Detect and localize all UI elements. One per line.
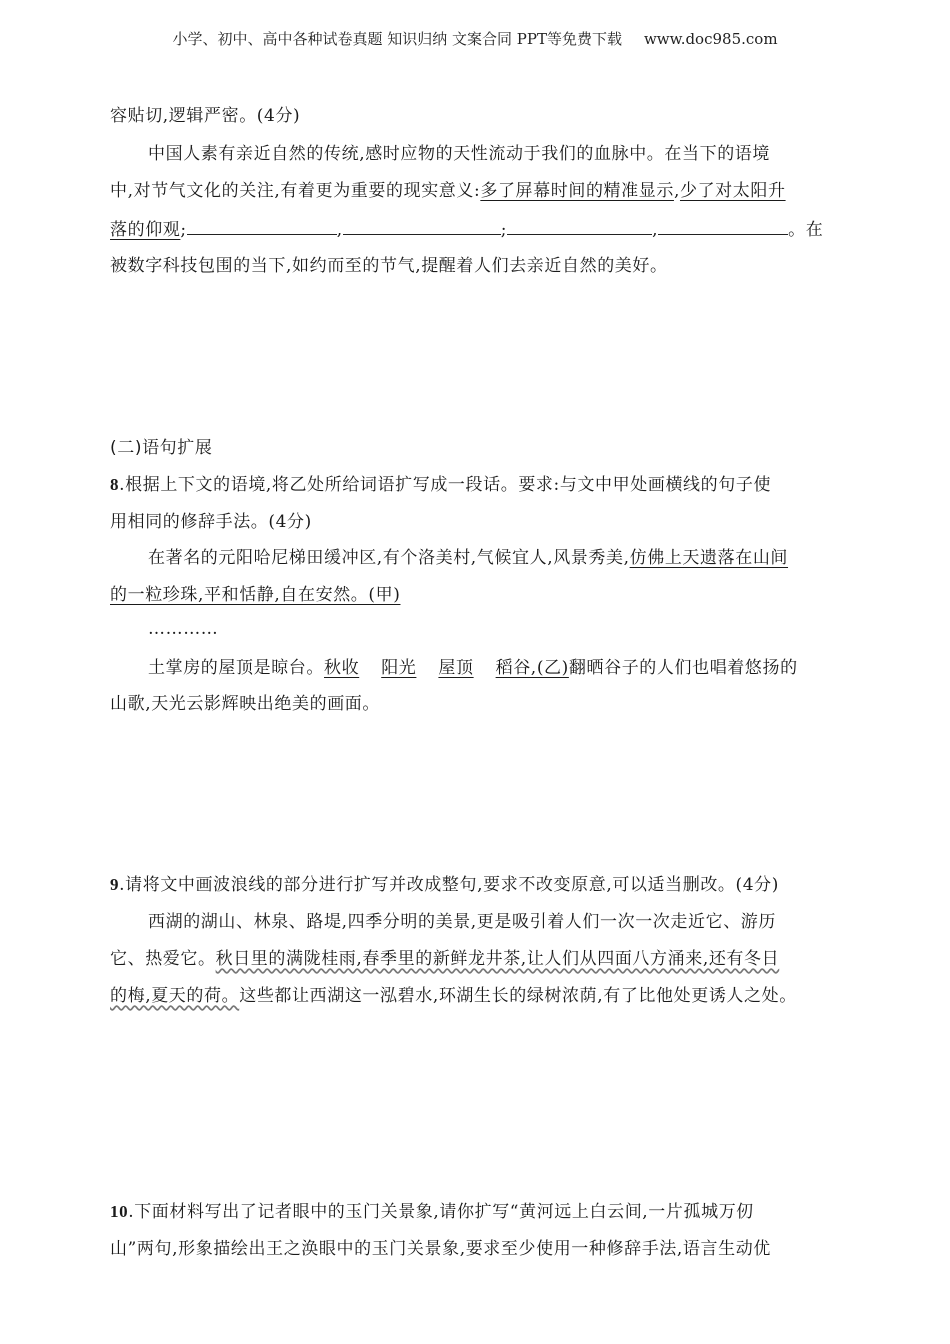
q9-passage-line-2 <box>110 947 845 971</box>
q9-passage-text: 它、热爱它。 <box>110 949 216 969</box>
q7-answer-blank-2[interactable] <box>343 216 501 235</box>
q8-passage-line-3 <box>148 656 845 680</box>
header-banner: 小学、初中、高中各种试卷真题 知识归纳 文案合同 PPT等免费下载 <box>172 30 622 48</box>
q10-instruction-line-1 <box>110 1200 845 1224</box>
q7-underlined-example-2: 少了对太阳升 <box>679 181 786 201</box>
q7-text: 中,对节气文化的关注,有着更为重要的现实意义: <box>110 181 481 201</box>
q8-passage-line-1 <box>148 546 845 570</box>
q7-paragraph-line-1: 中国人素有亲近自然的传统,感时应物的天性流动于我们的血脉中。在当下的语境 <box>148 144 771 164</box>
q7-answer-blank-1[interactable] <box>187 216 337 235</box>
section-title: (二)语句扩展 <box>110 438 213 458</box>
q9-passage-line-3 <box>110 984 845 1008</box>
q8-instruction-line-2: 用相同的修辞手法。(4分) <box>110 512 312 532</box>
q9-instruction-text: .请将文中画波浪线的部分进行扩写并改成整句,要求不改变原意,可以适当删改。(4分) <box>119 875 779 895</box>
q8-keyword-4: 稻谷,(乙) <box>495 658 569 678</box>
q8-passage-text: 在著名的元阳哈尼梯田缓冲区,有个洛美村,气候宜人,风景秀美, <box>148 548 630 568</box>
q7-comma: , <box>673 181 680 201</box>
q10-instruction-text: .下面材料写出了记者眼中的玉门关景象,请你扩写“黄河远上白云间,一片孤城万仞 <box>128 1202 754 1222</box>
q7-line-end: 。在 <box>788 220 824 240</box>
q8-ellipsis: ………… <box>148 619 219 639</box>
q9-instruction-line <box>110 873 845 897</box>
q8-passage-text-2: 土掌房的屋顶是晾台。 <box>148 658 324 678</box>
q9-wavy-underlined-text-cont: 的梅,夏天的荷。 <box>110 986 240 1006</box>
header-url[interactable]: www.doc985.com <box>643 30 778 48</box>
q7-underlined-example-1: 多了屏幕时间的精准显示 <box>480 181 674 201</box>
q7-comma-3: , <box>652 220 659 240</box>
q7-paragraph-line-4: 被数字科技包围的当下,如约而至的节气,提醒着人们去亲近自然的美好。 <box>110 256 668 276</box>
q10-number: 10 <box>110 1202 129 1221</box>
q8-underlined-sentence-cont: 的一粒珍珠,平和恬静,自在安然。(甲) <box>110 585 401 605</box>
q7-answer-blank-3[interactable] <box>507 216 652 235</box>
page-header <box>0 28 950 49</box>
q8-number: 8 <box>110 475 120 494</box>
q10-instruction-line-2: 山”两句,形象描绘出王之涣眼中的玉门关景象,要求至少使用一种修辞手法,语言生动优 <box>110 1239 771 1259</box>
q8-underlined-sentence: 仿佛上天遗落在山间 <box>629 548 789 568</box>
q9-wavy-underlined-text: 秋日里的满陇桂雨,春季里的新鲜龙井茶,让人们从四面八方涌来,还有冬日 <box>215 949 780 969</box>
q8-keyword-2: 阳光 <box>381 658 417 678</box>
q9-number: 9 <box>110 875 120 894</box>
q7-paragraph-line-3 <box>110 216 845 242</box>
q9-passage-line-1: 西湖的湖山、林泉、路堤,四季分明的美景,更是吸引着人们一次一次走近它、游历 <box>148 912 777 932</box>
q8-keyword-1: 秋收 <box>324 658 360 678</box>
q8-passage-line-2 <box>110 583 845 607</box>
q7-paragraph-line-2 <box>110 179 845 203</box>
q8-passage-text-3: 翻晒谷子的人们也唱着悠扬的 <box>568 658 798 678</box>
q7-comma-2: , <box>336 220 343 240</box>
q8-keyword-3: 屋顶 <box>438 658 474 678</box>
q9-passage-text-2: 这些都让西湖这一泓碧水,环湖生长的绿树浓荫,有了比他处更诱人之处。 <box>239 986 797 1006</box>
q8-instruction-text: .根据上下文的语境,将乙处所给词语扩写成一段话。要求:与文中甲处画横线的句子使 <box>119 475 772 495</box>
q7-underlined-example-3: 落的仰观 <box>110 220 181 240</box>
q7-semicolon-2: ; <box>500 220 508 240</box>
q7-answer-blank-4[interactable] <box>658 216 788 235</box>
q7-semicolon-1: ; <box>180 220 187 240</box>
q8-instruction-line-1 <box>110 473 845 497</box>
q7-line-1: 容贴切,逻辑严密。(4分) <box>110 106 301 126</box>
q8-passage-line-4: 山歌,天光云影辉映出绝美的画面。 <box>110 694 381 714</box>
